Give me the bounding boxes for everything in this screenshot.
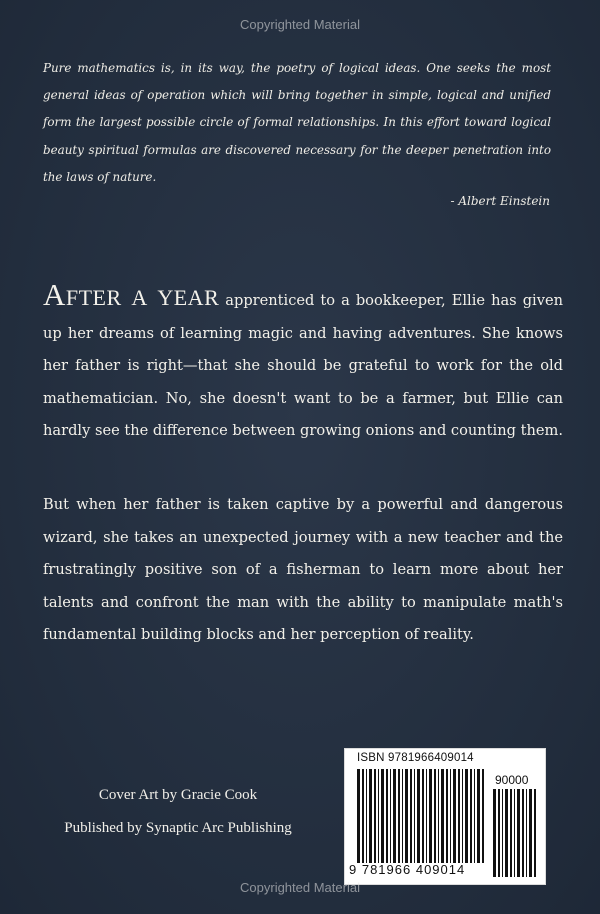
blurb-paragraph-2: But when her father is taken captive by a powerful and dangerous wizard, she takes an unexpected journey with a new teacher and the frustratingly positive son of a fisherman to learn more about her talents and confront the man with the ability to manipulate math's fundamental building blocks and her perception of reality. bbox=[43, 496, 563, 644]
blurb-paragraph-1-text: apprenticed to a bookkeeper, Ellie has given up her dreams of learning magic and having adventures. She knows her father is right—that she should be grateful to work for the old mathematician. No, she doesn't want to be a farmer, but Ellie can hardly see the difference between growing onions and counting them. bbox=[43, 292, 563, 440]
isbn-label: ISBN 9781966409014 bbox=[357, 752, 474, 764]
blurb-lead-in: After a year bbox=[43, 277, 220, 312]
cover-art-credit: Cover Art by Gracie Cook bbox=[98, 787, 258, 803]
epigraph-quote: Pure mathematics is, in its way, the poetry of logical ideas. One seeks the most general ideas of operation which will bring together in simple, logical and unified form the largest possible circle of formal relationships. In this effort toward logical beauty spiritual formulas are discovered necessary for the deeper penetration into the laws of nature. bbox=[43, 61, 551, 184]
copyright-watermark-bottom: Copyrighted Material bbox=[240, 880, 360, 895]
copyright-watermark-top: Copyrighted Material bbox=[240, 17, 360, 32]
blurb-paragraph-1 bbox=[43, 277, 563, 448]
barcode-digits: 9 781966 409014 bbox=[349, 862, 466, 877]
isbn-barcode bbox=[344, 748, 546, 885]
price-code: 90000 bbox=[495, 773, 529, 787]
publisher-credit: Published by Synaptic Arc Publishing bbox=[64, 820, 292, 836]
epigraph-attribution: - Albert Einstein bbox=[450, 194, 550, 208]
